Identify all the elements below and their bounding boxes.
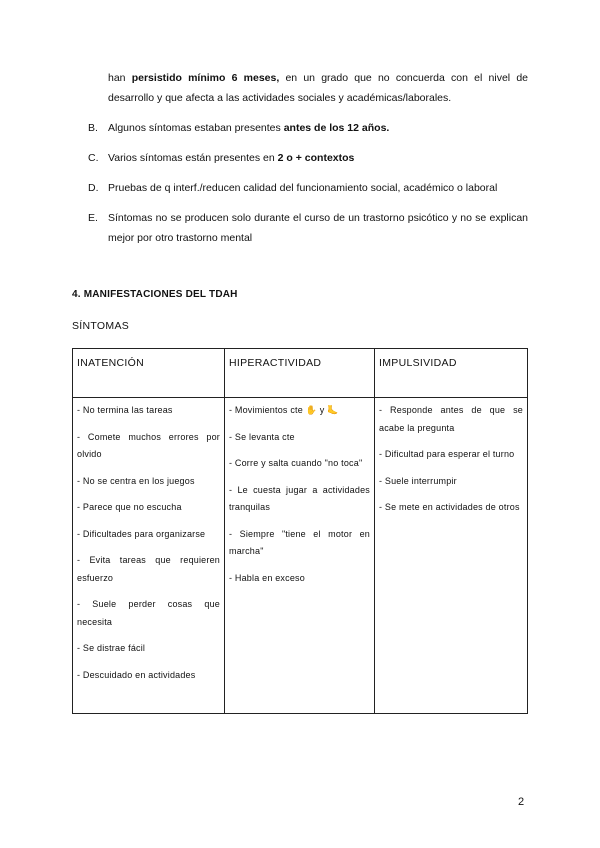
list-item: - No termina las tareas: [77, 405, 173, 415]
header-impulsividad: IMPULSIVIDAD: [375, 349, 528, 398]
criterion-d: [88, 178, 528, 198]
cell-impulsividad: [375, 398, 528, 714]
symptom-list: [229, 402, 370, 587]
list-item: - Se mete en actividades de otros: [379, 502, 520, 512]
header-inatencion: INATENCIÓN: [73, 349, 225, 398]
table-row: [73, 398, 528, 714]
list-item: - Parece que no escucha: [77, 502, 182, 512]
continuation-bold: persistido mínimo 6 meses,: [131, 72, 280, 84]
list-item: - Suele interrumpir: [379, 475, 457, 486]
symptom-list: [77, 402, 220, 684]
criterion-text: Síntomas no se producen solo durante el curso de un trastorno psicótico y no se explican mejor por otro trastorno mental: [108, 212, 528, 244]
cell-inatencion: [73, 398, 225, 714]
continuation-post: en un grado que no concuerda con el nivel de desarrollo y que afecta a las actividades sociales y académicas/laborales.: [108, 72, 529, 104]
header-hiperactividad: HIPERACTIVIDAD: [225, 349, 375, 398]
list-item: - Se distrae fácil: [77, 643, 146, 653]
cell-hiperactividad: [225, 398, 375, 714]
criterion-bold: antes de los 12 años.: [283, 122, 390, 134]
table-header-row: [73, 349, 528, 398]
symptom-list: [379, 402, 523, 517]
criterion-text: Pruebas de q interf./reducen calidad del funcionamiento social, académico o laboral: [108, 182, 498, 194]
criterion-a-continuation: [108, 68, 528, 108]
criterion-bold: 2 o + contextos: [277, 152, 355, 164]
list-item: - Responde antes de que se acabe la pregunta: [379, 405, 523, 433]
list-item: - Suele perder cosas que necesita: [77, 599, 220, 627]
list-item: - Corre y salta cuando "no toca": [229, 458, 363, 468]
section-subtitle: SÍNTOMAS: [72, 320, 130, 332]
list-item: - Habla en exceso: [229, 572, 305, 583]
criterion-e: [88, 208, 528, 248]
criteria-list: [88, 118, 528, 258]
list-item: - Movimientos cte ✋ y 🦶: [229, 405, 339, 415]
list-item: - Evita tareas que requieren esfuerzo: [77, 555, 220, 583]
list-item: - No se centra en los juegos: [77, 475, 195, 486]
list-item: - Dificultad para esperar el turno: [379, 449, 515, 459]
criterion-text: Algunos síntomas estaban presentes: [108, 122, 284, 134]
criterion-c: [88, 148, 528, 168]
criterion-text: Varios síntomas están presentes en: [108, 152, 278, 164]
list-item: - Dificultades para organizarse: [77, 528, 206, 539]
criterion-marker: C.: [88, 152, 99, 164]
section-title: 4. MANIFESTACIONES DEL TDAH: [72, 289, 238, 300]
list-item: - Le cuesta jugar a actividades tranquilas: [229, 484, 370, 512]
continuation-pre: han: [108, 72, 132, 84]
criterion-marker: D.: [88, 182, 99, 194]
page-number: 2: [518, 796, 525, 808]
criterion-marker: E.: [88, 212, 98, 224]
symptoms-table: [72, 348, 528, 714]
list-item: - Comete muchos errores por olvido: [77, 431, 220, 459]
criterion-marker: B.: [88, 122, 98, 134]
list-item: - Se levanta cte: [229, 431, 295, 442]
criterion-b: [88, 118, 528, 138]
list-item: - Descuidado en actividades: [77, 669, 196, 680]
list-item: - Siempre "tiene el motor en marcha": [229, 528, 370, 556]
